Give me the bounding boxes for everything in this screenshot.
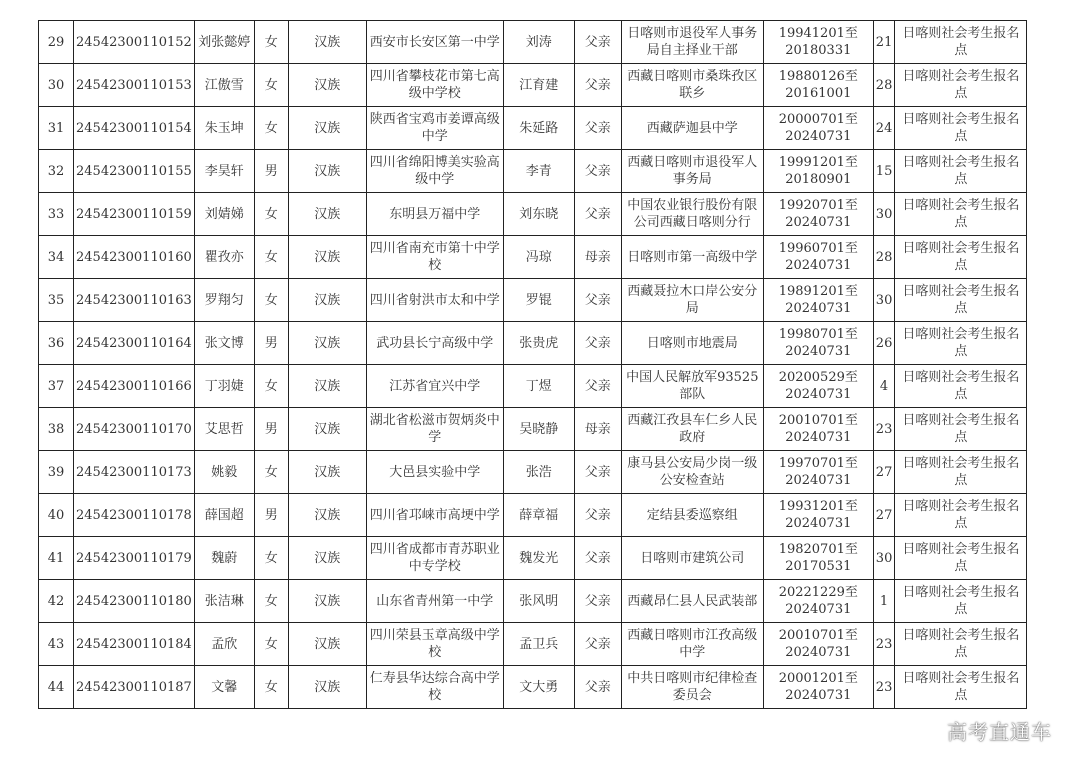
work-period-cell (763, 666, 873, 709)
row-number-cell: 29 (39, 21, 74, 64)
gender-cell: 女 (254, 666, 288, 709)
work-unit-cell: 日喀则市地震局 (621, 322, 763, 365)
table-row (39, 580, 1027, 623)
registration-site-cell: 日喀则社会考生报名点 (895, 408, 1027, 451)
exam-id-cell: 24542300110159 (74, 193, 195, 236)
work-unit-cell: 日喀则市建筑公司 (621, 537, 763, 580)
table-row (39, 451, 1027, 494)
ethnicity-cell: 汉族 (288, 666, 366, 709)
gender-cell: 女 (254, 365, 288, 408)
work-years-cell: 27 (873, 451, 895, 494)
work-period-cell (763, 150, 873, 193)
row-number-cell: 31 (39, 107, 74, 150)
exam-id-cell: 24542300110155 (74, 150, 195, 193)
work-period-text: 20221229至20240731 (778, 585, 858, 617)
parent-name-cell: 丁煜 (503, 365, 574, 408)
row-number-cell: 41 (39, 537, 74, 580)
gender-cell: 女 (254, 107, 288, 150)
work-period-text: 19891201至20240731 (778, 284, 858, 316)
work-years-cell: 30 (873, 537, 895, 580)
work-period-text: 19820701至20170531 (778, 542, 858, 574)
row-number-cell: 38 (39, 408, 74, 451)
ethnicity-cell: 汉族 (288, 193, 366, 236)
gender-cell: 女 (254, 451, 288, 494)
parent-name-cell: 吴晓静 (503, 408, 574, 451)
table-row (39, 322, 1027, 365)
registration-site-cell: 日喀则社会考生报名点 (895, 193, 1027, 236)
work-unit-cell: 康马县公安局少岗一级公安检查站 (621, 451, 763, 494)
work-unit-cell: 西藏萨迦县中学 (621, 107, 763, 150)
school-cell: 大邑县实验中学 (366, 451, 503, 494)
parent-name-cell: 张风明 (503, 580, 574, 623)
parent-name-cell: 朱延路 (503, 107, 574, 150)
work-years-cell: 23 (873, 623, 895, 666)
ethnicity-cell: 汉族 (288, 365, 366, 408)
work-period-cell (763, 494, 873, 537)
work-years-cell: 30 (873, 279, 895, 322)
exam-id-cell: 24542300110153 (74, 64, 195, 107)
gender-cell: 女 (254, 64, 288, 107)
work-period-text: 19991201至20180901 (778, 155, 858, 187)
candidate-table (38, 20, 1027, 709)
table-row (39, 666, 1027, 709)
gender-cell: 女 (254, 537, 288, 580)
ethnicity-cell: 汉族 (288, 21, 366, 64)
exam-id-cell: 24542300110163 (74, 279, 195, 322)
exam-id-cell: 24542300110166 (74, 365, 195, 408)
school-cell: 陕西省宝鸡市姜谭高级中学 (366, 107, 503, 150)
work-unit-cell: 西藏聂拉木口岸公安分局 (621, 279, 763, 322)
student-name-cell: 李昊轩 (194, 150, 254, 193)
ethnicity-cell: 汉族 (288, 408, 366, 451)
student-name-cell: 刘婧娣 (194, 193, 254, 236)
relation-cell: 父亲 (574, 494, 621, 537)
student-name-cell: 张文博 (194, 322, 254, 365)
work-period-cell (763, 408, 873, 451)
school-cell: 东明县万福中学 (366, 193, 503, 236)
work-unit-cell: 定结县委巡察组 (621, 494, 763, 537)
work-unit-cell: 中国人民解放军93525部队 (621, 365, 763, 408)
table-row (39, 365, 1027, 408)
parent-name-cell: 文大勇 (503, 666, 574, 709)
gender-cell: 女 (254, 236, 288, 279)
work-period-cell (763, 107, 873, 150)
table-row (39, 64, 1027, 107)
ethnicity-cell: 汉族 (288, 580, 366, 623)
registration-site-cell: 日喀则社会考生报名点 (895, 365, 1027, 408)
work-unit-cell: 西藏日喀则市退役军人事务局 (621, 150, 763, 193)
work-period-text: 19941201至20180331 (778, 26, 858, 58)
student-name-cell: 文馨 (194, 666, 254, 709)
parent-name-cell: 冯琼 (503, 236, 574, 279)
ethnicity-cell: 汉族 (288, 150, 366, 193)
student-name-cell: 艾思哲 (194, 408, 254, 451)
ethnicity-cell: 汉族 (288, 236, 366, 279)
work-period-cell (763, 21, 873, 64)
relation-cell: 父亲 (574, 21, 621, 64)
relation-cell: 父亲 (574, 623, 621, 666)
exam-id-cell: 24542300110170 (74, 408, 195, 451)
relation-cell: 父亲 (574, 580, 621, 623)
gender-cell: 男 (254, 322, 288, 365)
work-period-text: 20200529至20240731 (778, 370, 858, 402)
row-number-cell: 40 (39, 494, 74, 537)
table-row (39, 107, 1027, 150)
work-years-cell: 27 (873, 494, 895, 537)
school-cell: 西安市长安区第一中学 (366, 21, 503, 64)
registration-site-cell: 日喀则社会考生报名点 (895, 494, 1027, 537)
row-number-cell: 39 (39, 451, 74, 494)
student-name-cell: 罗翔匀 (194, 279, 254, 322)
work-period-text: 19960701至20240731 (778, 241, 858, 273)
work-years-cell: 28 (873, 236, 895, 279)
work-years-cell: 24 (873, 107, 895, 150)
parent-name-cell: 张浩 (503, 451, 574, 494)
row-number-cell: 35 (39, 279, 74, 322)
work-period-text: 19880126至20161001 (778, 69, 858, 101)
row-number-cell: 42 (39, 580, 74, 623)
relation-cell: 父亲 (574, 537, 621, 580)
work-period-cell (763, 451, 873, 494)
exam-id-cell: 24542300110164 (74, 322, 195, 365)
relation-cell: 父亲 (574, 279, 621, 322)
relation-cell: 母亲 (574, 236, 621, 279)
student-name-cell: 刘张懿婷 (194, 21, 254, 64)
work-unit-cell: 中共日喀则市纪律检查委员会 (621, 666, 763, 709)
registration-site-cell: 日喀则社会考生报名点 (895, 279, 1027, 322)
row-number-cell: 32 (39, 150, 74, 193)
relation-cell: 父亲 (574, 666, 621, 709)
work-years-cell: 15 (873, 150, 895, 193)
work-period-cell (763, 193, 873, 236)
table-row (39, 408, 1027, 451)
row-number-cell: 34 (39, 236, 74, 279)
registration-site-cell: 日喀则社会考生报名点 (895, 580, 1027, 623)
student-name-cell: 瞿孜亦 (194, 236, 254, 279)
work-period-text: 19970701至20240731 (778, 456, 858, 488)
registration-site-cell: 日喀则社会考生报名点 (895, 107, 1027, 150)
registration-site-cell: 日喀则社会考生报名点 (895, 623, 1027, 666)
work-period-cell (763, 580, 873, 623)
work-years-cell: 28 (873, 64, 895, 107)
registration-site-cell: 日喀则社会考生报名点 (895, 451, 1027, 494)
school-cell: 江苏省宜兴中学 (366, 365, 503, 408)
school-cell: 仁寿县华达综合高中学校 (366, 666, 503, 709)
work-years-cell: 23 (873, 666, 895, 709)
gender-cell: 女 (254, 193, 288, 236)
parent-name-cell: 刘东晓 (503, 193, 574, 236)
table-row (39, 279, 1027, 322)
gender-cell: 男 (254, 494, 288, 537)
registration-site-cell: 日喀则社会考生报名点 (895, 150, 1027, 193)
registration-site-cell: 日喀则社会考生报名点 (895, 322, 1027, 365)
student-name-cell: 张洁琳 (194, 580, 254, 623)
gender-cell: 男 (254, 150, 288, 193)
registration-site-cell: 日喀则社会考生报名点 (895, 236, 1027, 279)
ethnicity-cell: 汉族 (288, 537, 366, 580)
work-period-text: 19980701至20240731 (778, 327, 858, 359)
work-years-cell: 4 (873, 365, 895, 408)
parent-name-cell: 罗锟 (503, 279, 574, 322)
row-number-cell: 30 (39, 64, 74, 107)
student-name-cell: 孟欣 (194, 623, 254, 666)
parent-name-cell: 李青 (503, 150, 574, 193)
work-unit-cell: 西藏江孜县车仁乡人民政府 (621, 408, 763, 451)
table-row (39, 236, 1027, 279)
parent-name-cell: 刘涛 (503, 21, 574, 64)
student-name-cell: 姚毅 (194, 451, 254, 494)
ethnicity-cell: 汉族 (288, 322, 366, 365)
parent-name-cell: 江育建 (503, 64, 574, 107)
student-name-cell: 薛国超 (194, 494, 254, 537)
work-years-cell: 1 (873, 580, 895, 623)
gender-cell: 女 (254, 623, 288, 666)
work-period-text: 19920701至20240731 (778, 198, 858, 230)
ethnicity-cell: 汉族 (288, 107, 366, 150)
relation-cell: 父亲 (574, 451, 621, 494)
exam-id-cell: 24542300110180 (74, 580, 195, 623)
ethnicity-cell: 汉族 (288, 494, 366, 537)
work-period-cell (763, 64, 873, 107)
student-name-cell: 魏蔚 (194, 537, 254, 580)
parent-name-cell: 孟卫兵 (503, 623, 574, 666)
table-row (39, 193, 1027, 236)
gender-cell: 女 (254, 21, 288, 64)
registration-site-cell: 日喀则社会考生报名点 (895, 537, 1027, 580)
school-cell: 四川省成都市青苏职业中专学校 (366, 537, 503, 580)
work-period-cell (763, 236, 873, 279)
table-row (39, 494, 1027, 537)
gender-cell: 女 (254, 279, 288, 322)
gender-cell: 女 (254, 580, 288, 623)
gender-cell: 男 (254, 408, 288, 451)
work-unit-cell: 日喀则市第一高级中学 (621, 236, 763, 279)
exam-id-cell: 24542300110184 (74, 623, 195, 666)
relation-cell: 父亲 (574, 193, 621, 236)
registration-site-cell: 日喀则社会考生报名点 (895, 666, 1027, 709)
work-period-cell (763, 537, 873, 580)
work-years-cell: 23 (873, 408, 895, 451)
work-period-text: 19931201至20240731 (778, 499, 858, 531)
work-years-cell: 26 (873, 322, 895, 365)
work-period-cell (763, 322, 873, 365)
row-number-cell: 37 (39, 365, 74, 408)
work-years-cell: 21 (873, 21, 895, 64)
student-name-cell: 江傲雪 (194, 64, 254, 107)
work-unit-cell: 中国农业银行股份有限公司西藏日喀则分行 (621, 193, 763, 236)
table-row (39, 623, 1027, 666)
school-cell: 山东省青州第一中学 (366, 580, 503, 623)
exam-id-cell: 24542300110178 (74, 494, 195, 537)
school-cell: 四川省射洪市太和中学 (366, 279, 503, 322)
work-period-text: 20000701至20240731 (778, 112, 858, 144)
work-period-cell (763, 279, 873, 322)
school-cell: 四川省南充市第十中学校 (366, 236, 503, 279)
ethnicity-cell: 汉族 (288, 451, 366, 494)
school-cell: 武功县长宁高级中学 (366, 322, 503, 365)
work-period-cell (763, 365, 873, 408)
row-number-cell: 43 (39, 623, 74, 666)
ethnicity-cell: 汉族 (288, 279, 366, 322)
exam-id-cell: 24542300110187 (74, 666, 195, 709)
relation-cell: 父亲 (574, 64, 621, 107)
exam-id-cell: 24542300110179 (74, 537, 195, 580)
work-period-text: 20010701至20240731 (778, 628, 858, 660)
relation-cell: 母亲 (574, 408, 621, 451)
table-row (39, 21, 1027, 64)
row-number-cell: 44 (39, 666, 74, 709)
work-unit-cell: 西藏日喀则市江孜高级中学 (621, 623, 763, 666)
exam-id-cell: 24542300110154 (74, 107, 195, 150)
school-cell: 湖北省松滋市贺炳炎中学 (366, 408, 503, 451)
relation-cell: 父亲 (574, 365, 621, 408)
school-cell: 四川省绵阳博美实验高级中学 (366, 150, 503, 193)
relation-cell: 父亲 (574, 107, 621, 150)
work-years-cell: 30 (873, 193, 895, 236)
work-unit-cell: 西藏昂仁县人民武装部 (621, 580, 763, 623)
exam-id-cell: 24542300110152 (74, 21, 195, 64)
exam-id-cell: 24542300110173 (74, 451, 195, 494)
parent-name-cell: 魏发光 (503, 537, 574, 580)
relation-cell: 父亲 (574, 322, 621, 365)
ethnicity-cell: 汉族 (288, 64, 366, 107)
student-name-cell: 丁羽婕 (194, 365, 254, 408)
school-cell: 四川省攀枝花市第七高级中学校 (366, 64, 503, 107)
parent-name-cell: 张贵虎 (503, 322, 574, 365)
watermark-logo: 高考直通车 (947, 720, 1052, 744)
school-cell: 四川省邛崃市高埂中学 (366, 494, 503, 537)
school-cell: 四川荣县玉章高级中学校 (366, 623, 503, 666)
registration-site-cell: 日喀则社会考生报名点 (895, 64, 1027, 107)
table-row (39, 537, 1027, 580)
row-number-cell: 36 (39, 322, 74, 365)
work-unit-cell: 西藏日喀则市桑珠孜区联乡 (621, 64, 763, 107)
registration-site-cell: 日喀则社会考生报名点 (895, 21, 1027, 64)
student-name-cell: 朱玉坤 (194, 107, 254, 150)
work-period-text: 20010701至20240731 (778, 413, 858, 445)
parent-name-cell: 薛章福 (503, 494, 574, 537)
ethnicity-cell: 汉族 (288, 623, 366, 666)
work-period-text: 20001201至20240731 (778, 671, 858, 703)
row-number-cell: 33 (39, 193, 74, 236)
relation-cell: 父亲 (574, 150, 621, 193)
table-row (39, 150, 1027, 193)
work-period-cell (763, 623, 873, 666)
work-unit-cell: 日喀则市退役军人事务局自主择业干部 (621, 21, 763, 64)
exam-id-cell: 24542300110160 (74, 236, 195, 279)
